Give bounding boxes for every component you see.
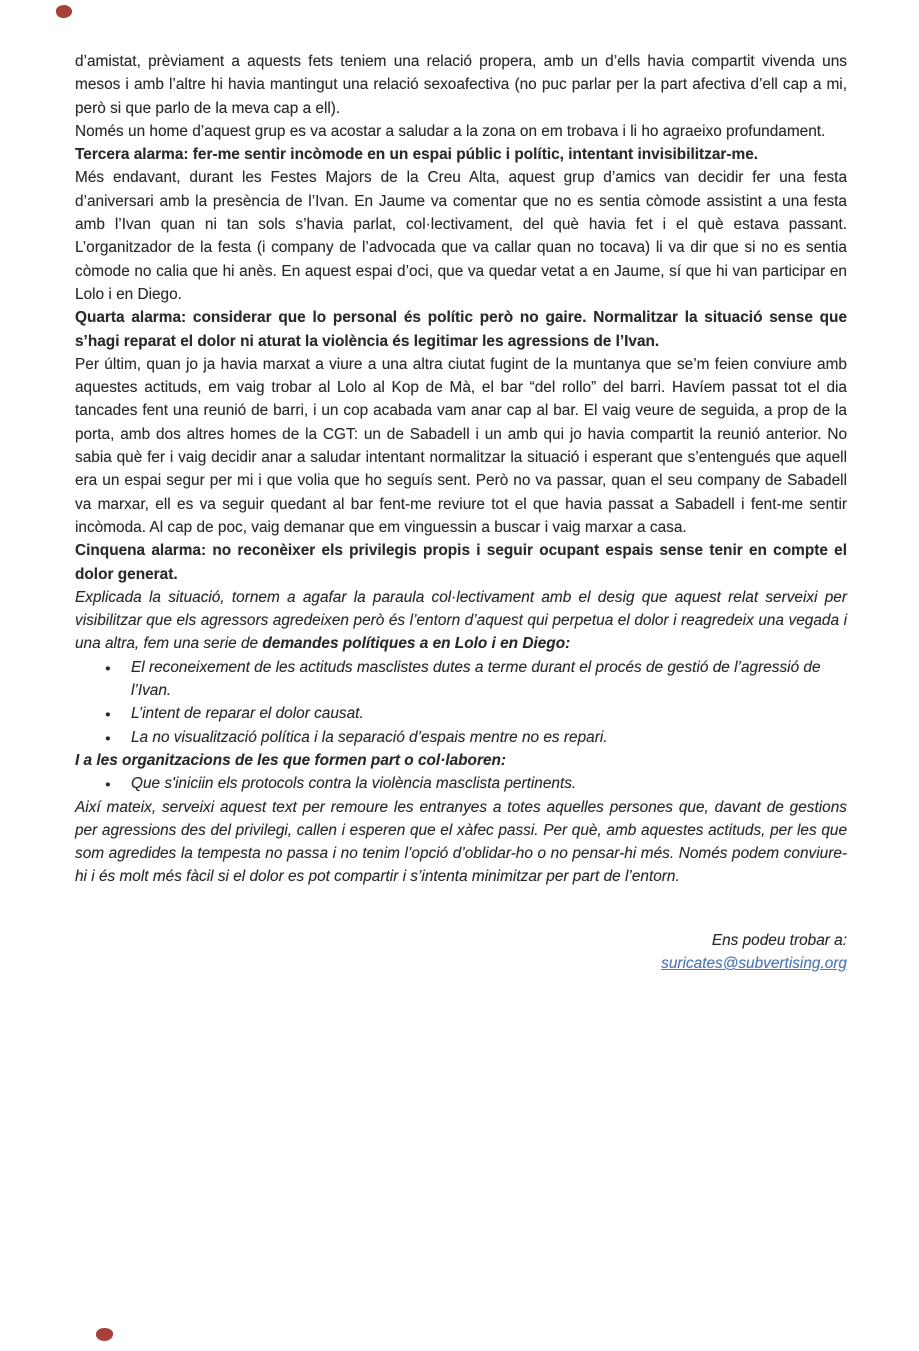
demand-item-repair: ● L’intent de reparar el dolor causat.: [75, 702, 847, 725]
demands-intro-bold: demandes polítiques a en Lolo i en Diego:: [262, 635, 571, 653]
third-alarm-statement: Tercera alarma: fer-me sentir incòmode en un espai públic i polític, intentant invisibilitzar-me.: [75, 146, 759, 164]
paragraph-friendship-relation: d’amistat, prèviament a aquests fets teniem una relació propera, amb un d’ells havia compartit vivenda uns mesos i amb l’altre hi havia mantingut una relació sexoafectiva (no puc parlar per la part afectiva d’ell cap a mi, però si que parlo de la meva cap a ell).: [75, 53, 847, 117]
demand-item-recognition: ● El reconeixement de les actituds masclistes dutes a terme durant el procés de gestió de l’agressió de l’Ivan.: [75, 656, 847, 703]
demands-intro-text: Explicada la situació, tornem a agafar la paraula col·lectivament amb el desig que aquest relat serveixi per visibilitzar que els agressors agredeixen però és l’entorn d’aquest qui perpetua el dolor i reagredeix una vegada i una altra, fem una serie de: [75, 588, 847, 653]
contact-block: [75, 929, 847, 976]
paragraph-political-demands-intro: [75, 586, 847, 656]
organizations-heading: I a les organitzacions de les que formen part o col·laboren:: [75, 751, 507, 769]
paragraph-per-ultim-bar: Per últim, quan jo ja havia marxat a viure a una altra ciutat fugint de la muntanya que se’m feien conviure amb aquestes actituds, em vaig trobar al Lolo al Kop de Mà, el bar “del rollo” del barri. Havíem passat tot el dia tancades fent una reunió de barri, i un cop acabada vam anar cap al bar. El vaig veure de seguida, a prop de la porta, amb dos altres homes de la CGT: un de Sabadell i un amb qui jo havia compartit la reunió anterior. No sabia què fer i vaig decidir anar a saludar intentant normalitzar la situació i esperant que s’entengués que aquell era un espai segur per mi i que volia que ho seguís sent. Però no va passar, quan el seu company de Sabadell va marxar, ell es va seguir quedant al bar fent-me reviure tot el que havia passat a Sabadell i fent-me sentir incòmoda. Al cap de poc, vaig demanar que em vinguessin a buscar i vaig marxar a casa.: [75, 355, 847, 536]
contact-email-link[interactable]: suricates@subvertising.org: [661, 954, 847, 972]
organizations-demands-list: [75, 772, 847, 795]
red-ink-mark-top-left: [55, 4, 73, 20]
fifth-alarm-statement: Cinquena alarma: no reconèixer els privilegis propis i seguir ocupant espais sense tenir en compte el dolor generat.: [75, 542, 847, 583]
document-body: [75, 50, 847, 975]
demand-item-separation: ● La no visualització política i la separació d’espais mentre no es repari.: [75, 726, 847, 749]
political-demands-list: [75, 656, 847, 749]
paragraph-only-one-man: Només un home d’aquest grup es va acostar a saludar a la zona on em trobava i li ho agraeixo profundament.: [75, 122, 826, 140]
paragraph-festes-majors: Més endavant, durant les Festes Majors de la Creu Alta, aquest grup d’amics van decidir fer una festa d’aniversari amb la presència de l’Ivan. En Jaume va comentar que no es sentia còmode assistint a una festa amb l’Ivan quan ni tan sols s’havia parlat, col·lectivament, del què havia fet i el què estava passant. L’organitzador de la festa (i company de l’advocada que va callar quan no tocava) li va dir que si no es sentia còmode no calia que hi anès. En aquest espai d’oci, que va quedar vetat a en Jaume, sí que hi van participar en Lolo i en Diego.: [75, 169, 847, 303]
org-demand-protocols: ● Que s'iniciin els protocols contra la violència masclista pertinents.: [75, 772, 847, 795]
fourth-alarm-statement: Quarta alarma: considerar que lo personal és polític però no gaire. Normalitzar la situació sense que s’hagi reparat el dolor ni aturat la violència és legitimar les agressions de l’Ivan.: [75, 309, 847, 350]
paragraph-closing-message: Així mateix, serveixi aquest text per remoure les entranyes a totes aquelles persones que, davant de gestions per agressions des del privilegi, callen i esperen que el xàfec passi. Per què, amb aquestes actituds, per les que som agredides la tempesta no passa i no tenim l’opció d’oblidar-ho o no pensar-hi més. Només podem conviure-hi i és molt més fàcil si el dolor es pot compartir i s’intenta minimitzar per part de l’entorn.: [75, 798, 847, 886]
red-ink-mark-bottom-left: [95, 1327, 113, 1342]
contact-label: Ens podeu trobar a:: [711, 931, 847, 949]
